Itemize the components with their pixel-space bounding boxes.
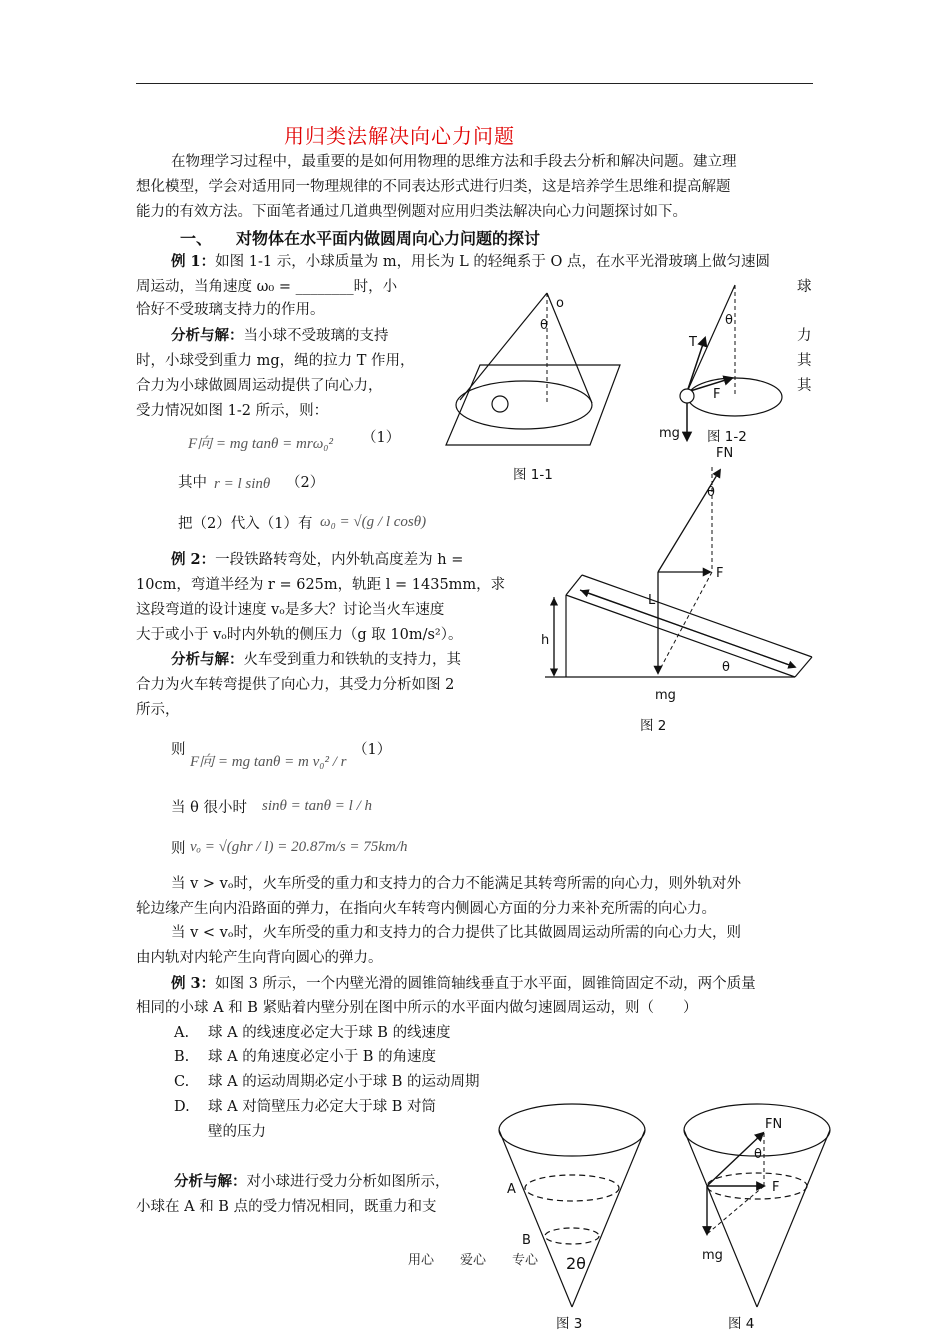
analysis-line: 小球在 A 和 B 点的受力情况相同，既重力和支 — [136, 1199, 437, 1215]
figure-4 — [680, 1100, 840, 1310]
analysis-text: 对小球进行受力分析如图所示， — [246, 1174, 450, 1190]
fig2-label-F: F — [716, 566, 724, 581]
intro-line: 想化模型，学会对适用同一物理规律的不同表达形式进行归类，这是培养学生思维和提高解题 — [136, 179, 731, 195]
example1-text: 如图 1-1 示，小球质量为 m，用长为 L 的轻绳系于 O 点，在水平光滑玻璃上做匀速圆 — [215, 254, 771, 270]
fig2-label-FN: FN — [716, 446, 734, 461]
analysis-label: 分析与解： — [171, 327, 244, 344]
fig3-label-B: B — [522, 1233, 531, 1248]
option-key: B. — [174, 1049, 190, 1065]
fig11-label-theta: θ — [540, 318, 548, 333]
analysis-line: 合力为火车转弯提供了向心力，其受力分析如图 2 — [136, 677, 455, 693]
example3-text: 如图 3 所示，一个内壁光滑的圆锥筒轴线垂直于水平面，圆锥筒固定不动，两个质量 — [215, 976, 756, 992]
example3-line — [171, 972, 756, 996]
fig2-label-h: h — [541, 633, 550, 648]
option-text: 球 A 的运动周期必定小于球 B 的运动周期 — [208, 1074, 480, 1090]
analysis-line: 受力情况如图 1-2 所示，则： — [136, 403, 329, 419]
fig4-label-theta: θ — [754, 1147, 762, 1162]
analysis-line-end: 力 — [797, 328, 812, 344]
example1-line — [171, 250, 770, 274]
paragraph-line: 当 v < vₒ时，火车所受的重力和支持力的合力提供了比其做圆周运动所需的向心力大，则 — [171, 925, 741, 941]
equation-prefix: 当 θ 很小时 — [171, 800, 247, 816]
page-footer: 用心 爱心 专心 — [408, 1253, 539, 1268]
fig2-label-mg: mg — [655, 688, 676, 703]
analysis-text: 当小球不受玻璃的支持 — [243, 328, 389, 344]
fig4-caption: 图 4 — [728, 1316, 755, 1332]
example2-line: 这段弯道的设计速度 vₒ是多大？讨论当火车速度 — [136, 602, 445, 618]
analysis-label: 分析与解： — [174, 1173, 247, 1190]
example1-line-end: 球 — [797, 279, 812, 295]
example2-text: 一段铁路转弯处，内外轨高度差为 h = — [215, 552, 464, 568]
fig12-label-mg: mg — [659, 426, 680, 441]
fig12-label-F: F — [713, 387, 721, 402]
section-number: 一、 — [180, 229, 213, 248]
example2-line: 10cm，弯道半经为 r = 625m，轨距 l = 1435mm，求 — [136, 577, 506, 593]
analysis-text: 火车受到重力和铁轨的支持力，其 — [243, 652, 461, 668]
analysis-line: 所示， — [136, 702, 180, 718]
analysis-line — [174, 1170, 450, 1194]
intro-line: 能力的有效方法。下面笔者通过几道典型例题对应用归类法解决向心力问题探讨如下。 — [136, 204, 687, 220]
fig3-label-angle: 2θ — [566, 1254, 586, 1273]
option-text: 球 A 的角速度必定小于 B 的角速度 — [208, 1049, 437, 1065]
example2-line — [171, 548, 463, 572]
figure-2 — [540, 445, 830, 685]
example1-line: 周运动，当角速度 ω₀ = ________时，小 — [136, 279, 398, 295]
equation-prefix: 则 — [171, 742, 186, 758]
fig3-label-A: A — [507, 1182, 516, 1197]
analysis-label: 分析与解： — [171, 651, 244, 668]
fig11-caption: 图 1-1 — [513, 467, 553, 483]
figure-3 — [495, 1100, 655, 1310]
page-title: 用归类法解决向心力问题 — [284, 124, 515, 148]
fig11-label-o: o — [556, 296, 564, 311]
fig4-label-mg: mg — [702, 1248, 723, 1263]
fig12-label-T: T — [689, 335, 697, 350]
analysis-line — [171, 324, 389, 348]
example2-label: 例 2： — [171, 551, 216, 568]
equation: sinθ = tanθ = l / h — [262, 798, 372, 814]
paragraph-line: 当 v > vₒ时，火车所受的重力和支持力的合力不能满足其转弯所需的向心力，则外轨对外 — [171, 876, 741, 892]
fig2-label-L: L — [648, 593, 656, 608]
figure-1-2 — [660, 280, 790, 440]
equation: ω₀ = √(g / l cosθ) — [320, 514, 427, 530]
option-text: 球 A 对筒壁压力必定大于球 B 对筒 — [208, 1099, 437, 1115]
fig2-label-theta-top: θ — [707, 485, 715, 500]
fig2-caption: 图 2 — [640, 718, 667, 734]
fig12-label-theta: θ — [725, 313, 733, 328]
fig2-label-theta-bottom: θ — [722, 660, 730, 675]
option-key: C. — [174, 1074, 190, 1090]
equation-prefix: 其中 — [178, 475, 207, 491]
paragraph-line: 由内轨对内轮产生向背向圆心的弹力。 — [136, 950, 383, 966]
equation: F向 = mg tanθ = mrω₀² — [188, 436, 333, 452]
option-text-cont: 壁的压力 — [208, 1124, 266, 1140]
header-rule — [136, 83, 813, 84]
equation: r = l sinθ — [214, 476, 271, 492]
equation: F向 = mg tanθ = m v₀² / r — [190, 754, 347, 770]
example3-label: 例 3： — [171, 975, 216, 992]
equation: vₒ = √(ghr / l) = 20.87m/s = 75km/h — [190, 839, 408, 855]
fig12-caption: 图 1-2 — [707, 429, 747, 445]
option-text: 球 A 的线速度必定大于球 B 的线速度 — [208, 1025, 451, 1041]
analysis-line — [171, 648, 461, 672]
analysis-line-end: 其 — [797, 378, 812, 394]
fig4-label-FN: FN — [765, 1117, 783, 1132]
fig3-caption: 图 3 — [556, 1316, 583, 1332]
intro-line: 在物理学习过程中，最重要的是如何用物理的思维方法和手段去分析和解决问题。建立理 — [171, 154, 737, 170]
equation-number: （1） — [353, 742, 392, 758]
equation-prefix: 则 — [171, 841, 186, 857]
equation-number: （2） — [286, 475, 325, 491]
example1-label: 例 1： — [171, 253, 216, 270]
equation-number: （1） — [362, 430, 401, 446]
analysis-line: 合力为小球做圆周运动提供了向心力， — [136, 378, 383, 394]
section-heading: 对物体在水平面内做圆周向心力问题的探讨 — [236, 229, 541, 248]
option-key: D. — [174, 1099, 190, 1115]
example3-line: 相同的小球 A 和 B 紧贴着内壁分别在图中所示的水平面内做匀速圆周运动，则（ ） — [136, 1000, 698, 1016]
analysis-line: 时，小球受到重力 mg，绳的拉力 T 作用， — [136, 353, 415, 369]
equation-prefix: 把（2）代入（1）有 — [178, 516, 313, 532]
fig4-label-F: F — [772, 1180, 780, 1195]
option-key: A. — [174, 1025, 190, 1041]
analysis-line-end: 其 — [797, 353, 812, 369]
paragraph-line: 轮边缘产生向内沿路面的弹力，在指向火车转弯内侧圆心方面的分力来补充所需的向心力。 — [136, 901, 716, 917]
example2-line: 大于或小于 vₒ时内外轨的侧压力（g 取 10m/s²）。 — [136, 627, 463, 643]
example1-line: 恰好不受玻璃支持力的作用。 — [136, 302, 325, 318]
